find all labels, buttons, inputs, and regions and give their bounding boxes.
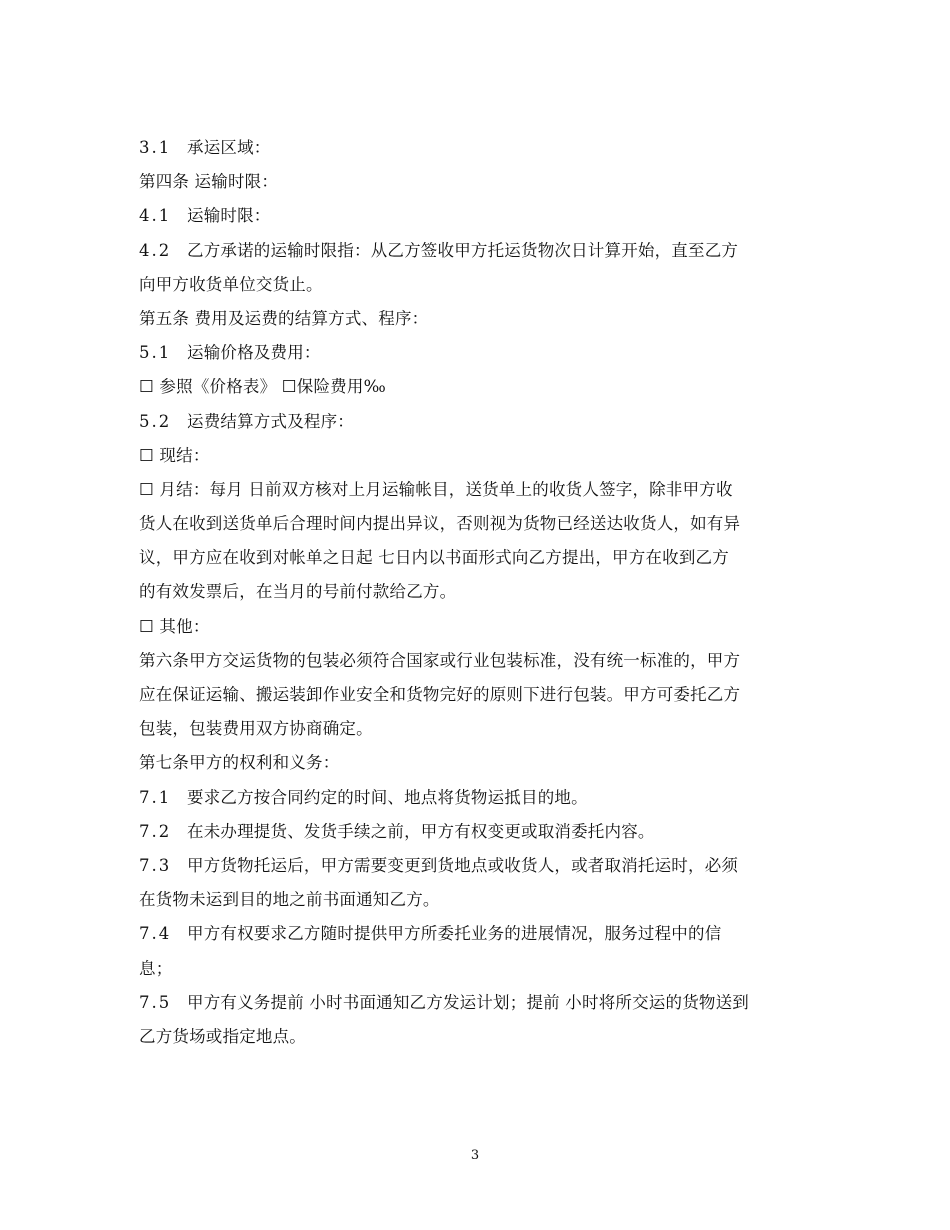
clause-number: 7.3 — [139, 855, 172, 875]
text-line — [139, 883, 819, 917]
line-text: 第七条甲方的权利和义务： — [139, 753, 340, 773]
line-text: 甲方有义务提前 小时书面通知乙方发运计划；提前 小时将所交运的货物送到 — [187, 992, 749, 1012]
line-text: 第四条 运输时限： — [139, 172, 279, 192]
text-line — [139, 268, 819, 302]
line-text: 运输价格及费用： — [187, 343, 321, 363]
clause-number: 7.2 — [139, 821, 172, 841]
line-text: 息； — [139, 958, 173, 978]
document-body — [139, 131, 819, 1054]
text-line — [139, 473, 819, 507]
text-line — [139, 849, 819, 883]
text-line — [139, 575, 819, 609]
clause-number: 4.2 — [139, 240, 172, 260]
line-text: 的有效发票后，在当月的号前付款给乙方。 — [139, 582, 457, 602]
clause-number: 7.1 — [139, 787, 172, 807]
clause-number: 5.2 — [139, 411, 172, 431]
text-line — [139, 781, 819, 815]
text-line — [139, 439, 819, 473]
clause-number: 3.1 — [139, 138, 172, 157]
clause-number: 5.1 — [139, 343, 172, 363]
text-line — [139, 336, 819, 370]
line-text: 在未办理提货、发货手续之前，甲方有权变更或取消委托内容。 — [187, 821, 655, 841]
text-line — [139, 815, 819, 849]
line-text: 运费结算方式及程序： — [187, 411, 354, 431]
text-line — [139, 165, 819, 199]
text-line — [139, 952, 819, 986]
text-line — [139, 370, 819, 404]
line-text: ☐ 月结：每月 日前双方核对上月运输帐目，送货单上的收货人签字，除非甲方收 — [139, 479, 733, 499]
line-text: 运输时限： — [187, 206, 271, 226]
line-text: ☐ 其他： — [139, 616, 210, 636]
clause-number: 7.4 — [139, 924, 172, 944]
text-line — [139, 1020, 819, 1054]
line-text: 第五条 费用及运费的结算方式、程序： — [139, 308, 429, 328]
line-text: 议，甲方应在收到对帐单之日起 七日内以书面形式向乙方提出，甲方在收到乙方 — [139, 548, 729, 568]
line-text: ☐ 现结： — [139, 445, 210, 465]
line-text: 承运区域： — [187, 138, 271, 157]
text-line — [139, 199, 819, 233]
line-text: 甲方货物托运后，甲方需要变更到货地点或收货人，或者取消托运时，必须 — [187, 855, 739, 875]
text-line — [139, 712, 819, 746]
text-line — [139, 507, 819, 541]
line-text: 乙方承诺的运输时限指：从乙方签收甲方托运货物次日计算开始，直至乙方 — [187, 240, 739, 260]
text-line — [139, 405, 819, 439]
line-text: 应在保证运输、搬运装卸作业安全和货物完好的原则下进行包装。甲方可委托乙方 — [139, 685, 741, 704]
text-line — [139, 541, 819, 575]
line-text: 乙方货场或指定地点。 — [139, 1026, 306, 1046]
clause-number: 4.1 — [139, 206, 172, 226]
clause-number: 7.5 — [139, 992, 172, 1012]
page-number: 3 — [470, 1148, 480, 1163]
line-text: 甲方有权要求乙方随时提供甲方所委托业务的进展情况，服务过程中的信 — [187, 924, 722, 944]
line-text: ☐ 参照《价格表》 ☐保险费用‰ — [139, 377, 386, 397]
text-line — [139, 917, 819, 951]
line-text: 货人在收到送货单后合理时间内提出异议，否则视为货物已经送达收货人，如有异 — [139, 514, 741, 534]
line-text: 第六条甲方交运货物的包装必须符合国家或行业包装标准，没有统一标准的，甲方 — [139, 650, 741, 670]
line-text: 要求乙方按合同约定的时间、地点将货物运抵目的地。 — [187, 787, 588, 807]
text-line — [139, 234, 819, 268]
text-line — [139, 746, 819, 780]
line-text: 包装，包装费用双方协商确定。 — [139, 719, 373, 739]
text-line — [139, 302, 819, 336]
text-line — [139, 644, 819, 678]
text-line — [139, 131, 819, 165]
line-text: 在货物未运到目的地之前书面通知乙方。 — [139, 890, 440, 910]
line-text: 向甲方收货单位交货止。 — [139, 274, 323, 294]
text-line — [139, 610, 819, 644]
text-line — [139, 986, 819, 1020]
text-line — [139, 678, 819, 712]
